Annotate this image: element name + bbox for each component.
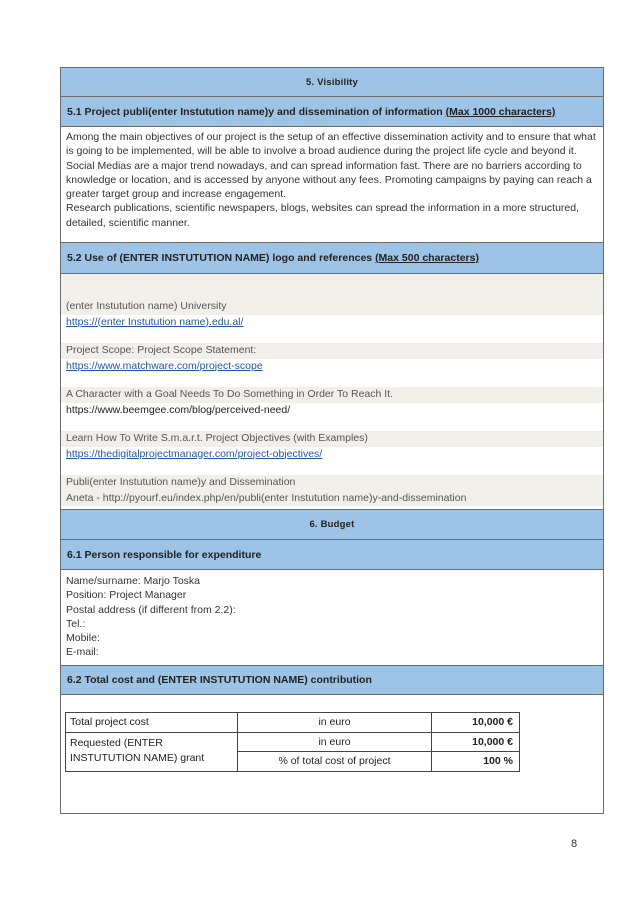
subsection-5-1-limit: (Max 1000 characters) (445, 105, 556, 118)
requested-grant-label: Requested (ENTER INSTUTUTION NAME) grant (66, 732, 238, 771)
references-list (61, 274, 604, 510)
grant-percent-value: 100 % (432, 752, 520, 772)
total-cost-amount: 10,000 € (432, 713, 520, 733)
reference-link[interactable]: Aneta - http://pyourf.eu/index.php/en/publi(enter Instutution name)y-and-dissemination (61, 491, 603, 507)
reference-link[interactable]: https://www.beemgee.com/blog/perceived-need/ (66, 403, 291, 416)
grant-percent-unit: % of total cost of project (238, 752, 432, 772)
cost-table (65, 712, 520, 772)
total-cost-unit: in euro (238, 713, 432, 733)
subsection-6-2-header (61, 666, 604, 695)
reference-title: Project Scope: Project Scope Statement: (61, 343, 603, 359)
proposal-form-table (60, 67, 604, 814)
reference-title: Publi(enter Instutution name)y and Dissemination (61, 475, 603, 491)
reference-title: A Character with a Goal Needs To Do Something in Order To Reach It. (61, 387, 603, 403)
total-cost-label: Total project cost (66, 713, 238, 733)
references-spacer (61, 274, 603, 299)
detail-line: Postal address (if different from 2.2): (66, 603, 236, 616)
reference-link[interactable]: https://thedigitalprojectmanager.com/project-objectives/ (66, 447, 323, 460)
detail-line: Position: Project Manager (66, 589, 187, 602)
reference-link[interactable]: https://(enter Instutution name).edu.al/ (66, 315, 244, 328)
subsection-5-1-title: 5.1 Project publi(enter Instutution name)y and dissemination of information (67, 105, 443, 118)
visibility-paragraph: Research publications, scientific newspapers, blogs, websites can spread the information in a more structured, detailed, scientific manner. (66, 202, 580, 229)
section-6-title: 6. Budget (309, 519, 355, 530)
reference-link[interactable]: https://www.matchware.com/project-scope (66, 359, 263, 372)
subsection-5-2-title: 5.2 Use of (ENTER INSTUTUTION NAME) logo and references (67, 252, 373, 264)
subsection-6-2-title: 6.2 Total cost and (ENTER INSTUTUTION NAME) contribution (67, 674, 372, 686)
section-6-header (61, 510, 604, 540)
visibility-description (61, 127, 604, 243)
subsection-6-1-title: 6.1 Person responsible for expenditure (67, 548, 262, 561)
subsection-5-1-header (61, 97, 604, 127)
reference-title: Learn How To Write S.m.a.r.t. Project Objectives (with Examples) (61, 431, 603, 447)
requested-grant-unit: in euro (238, 732, 432, 752)
requested-grant-amount: 10,000 € (432, 732, 520, 752)
page-number: 8 (571, 838, 578, 850)
detail-line: Name/surname: Marjo Toska (66, 575, 201, 587)
visibility-paragraph: Among the main objectives of our project is the setup of an effective dissemination activity and to ensure that what is going to be implemented, will be able to involve a broad audience during the project life cycle and beyond it. (66, 131, 596, 158)
visibility-paragraph: Social Medias are a major trend nowadays, and can spread information fast. There are no barriers according to knowledge or location, and is accessed by anyone without any fees. Promoting campaigns by paying can reach a greater target group and increase engagement. (66, 159, 592, 201)
detail-line: Mobile: (66, 632, 100, 645)
subsection-5-2-limit: (Max 500 characters) (375, 252, 479, 264)
section-5-title: 5. Visibility (305, 76, 359, 88)
subsection-5-2-header (61, 243, 604, 274)
detail-line: E-mail: (66, 646, 99, 659)
section-5-header (61, 68, 604, 97)
person-responsible-details (61, 570, 604, 666)
subsection-6-1-header (61, 540, 604, 570)
detail-line: Tel.: (66, 617, 86, 630)
reference-title: (enter Instutution name) University (61, 299, 603, 315)
